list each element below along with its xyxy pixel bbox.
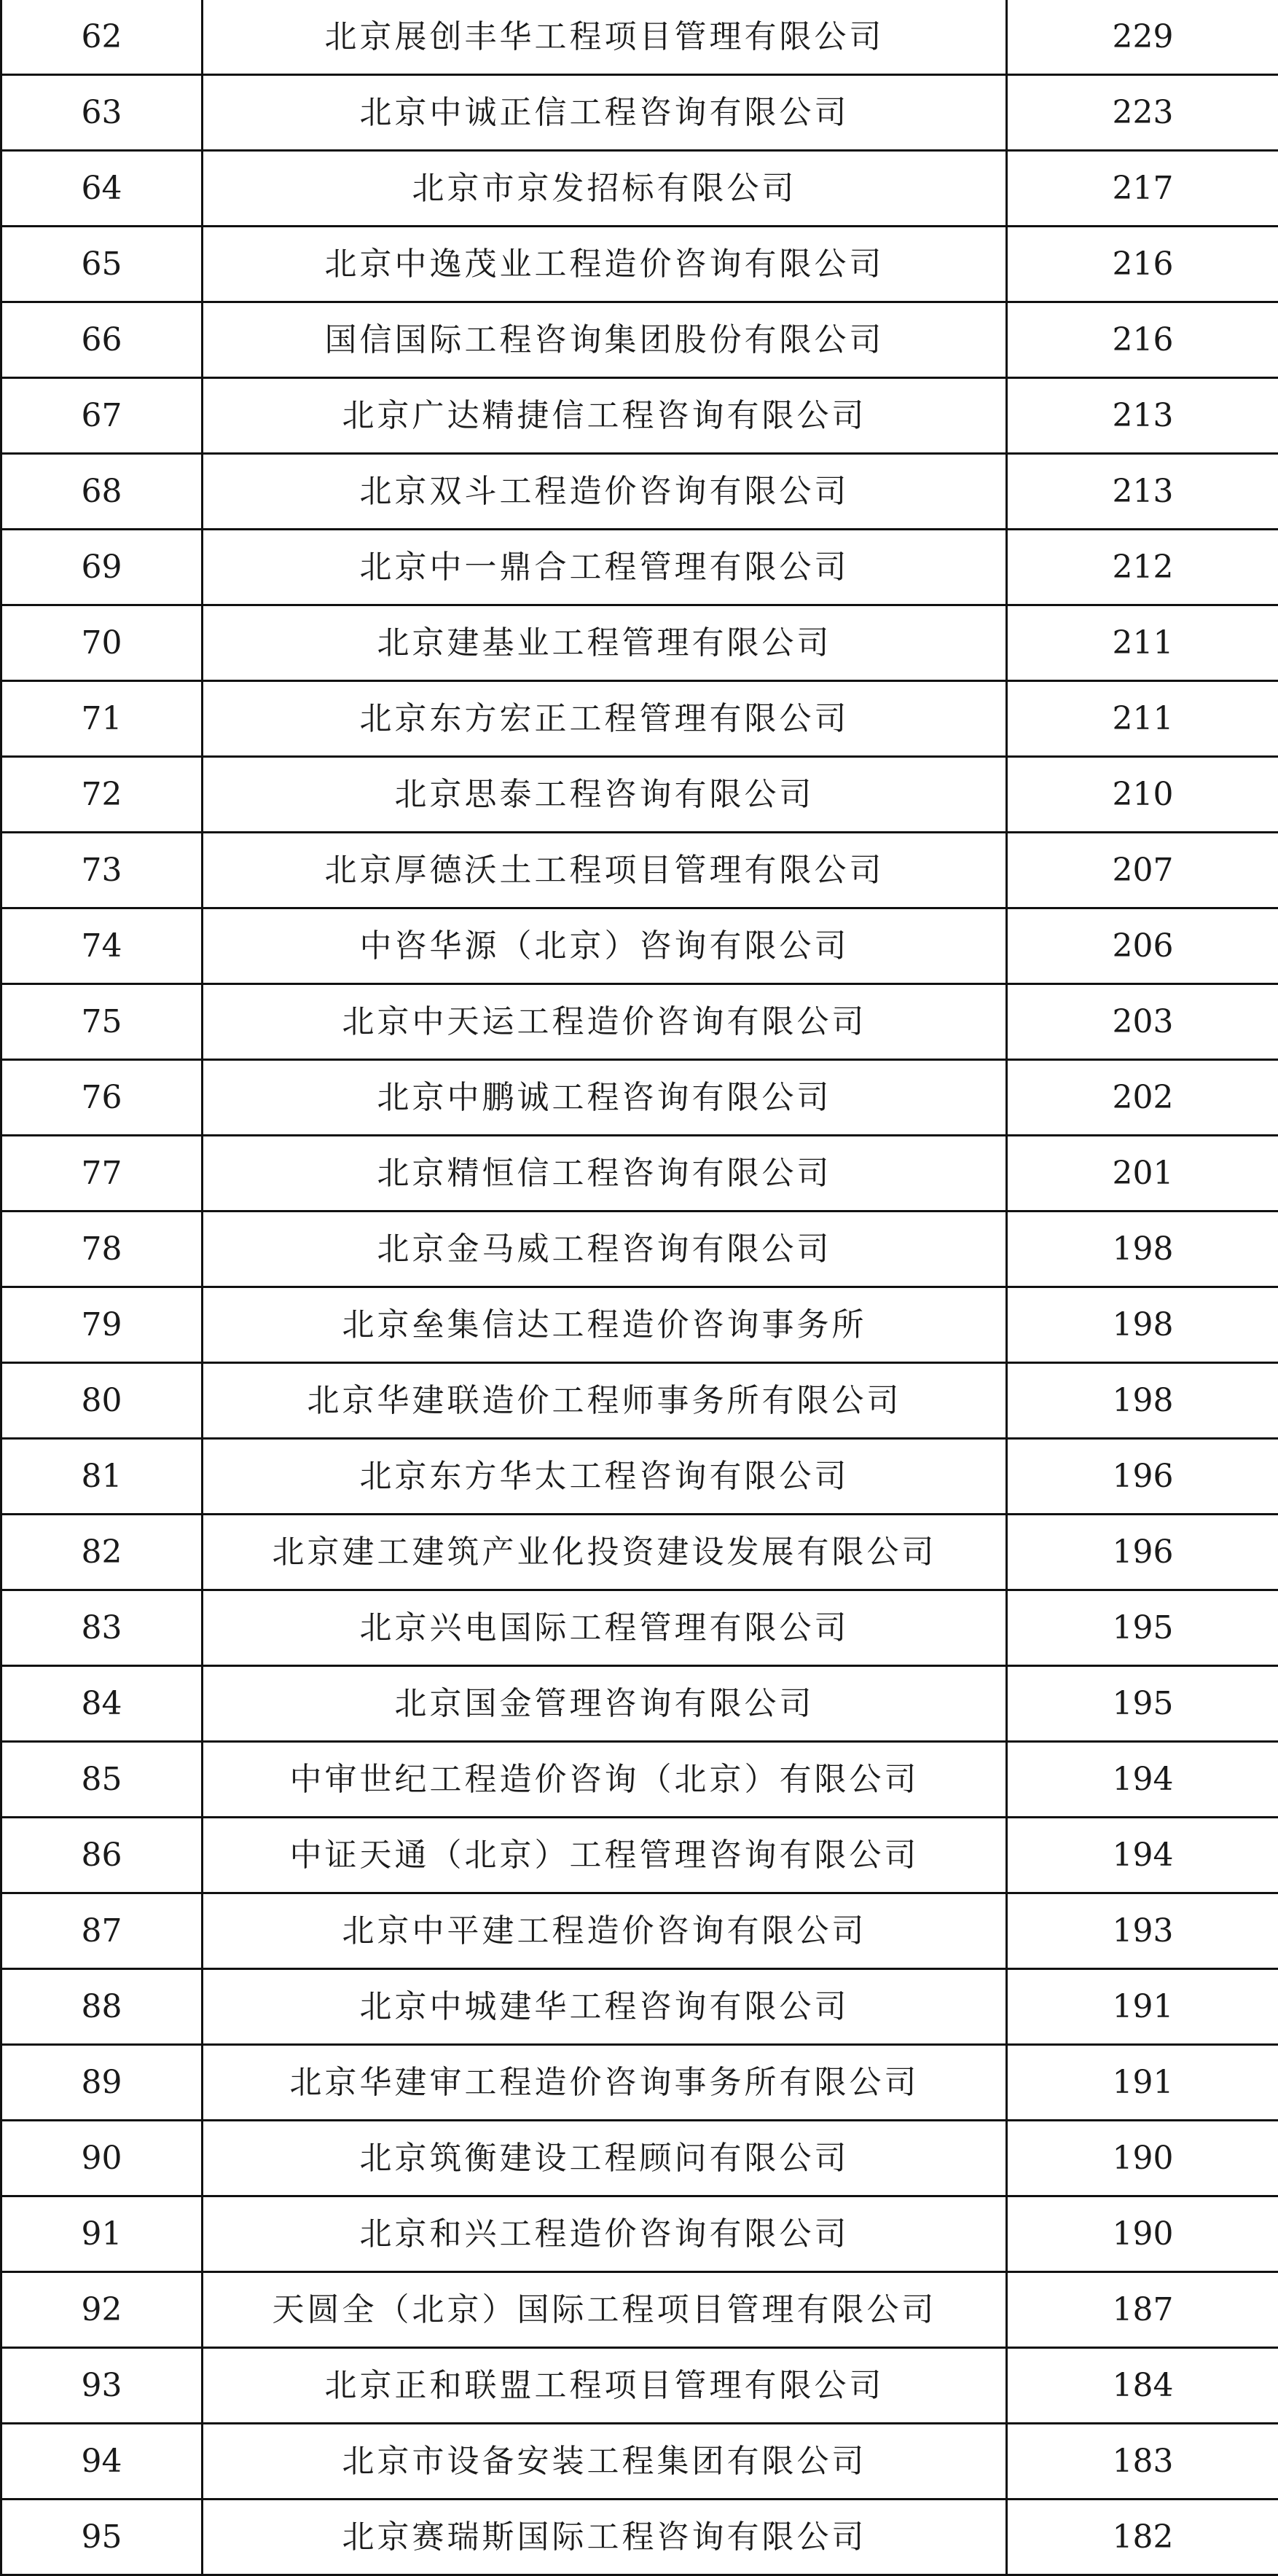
score-cell: 190 <box>1007 2121 1278 2196</box>
score-cell: 198 <box>1007 1212 1278 1287</box>
score-cell: 212 <box>1007 530 1278 605</box>
company-name-cell: 北京赛瑞斯国际工程咨询有限公司 <box>203 2500 1007 2575</box>
company-name-cell: 北京中天运工程造价咨询有限公司 <box>203 984 1007 1060</box>
rank-cell: 83 <box>1 1590 203 1666</box>
table-row <box>1 2500 1278 2575</box>
company-name-cell: 北京中城建华工程咨询有限公司 <box>203 1969 1007 2045</box>
rank-cell: 68 <box>1 454 203 530</box>
company-name-cell: 北京垒集信达工程造价咨询事务所 <box>203 1287 1007 1363</box>
score-cell: 194 <box>1007 1818 1278 1893</box>
score-cell: 223 <box>1007 75 1278 151</box>
score-cell: 182 <box>1007 2500 1278 2575</box>
table-row <box>1 1439 1278 1515</box>
rank-cell: 69 <box>1 530 203 605</box>
score-cell: 191 <box>1007 2045 1278 2121</box>
table-row <box>1 1666 1278 1742</box>
score-cell: 196 <box>1007 1439 1278 1515</box>
score-cell: 201 <box>1007 1136 1278 1212</box>
ranking-table-body <box>1 0 1278 2575</box>
rank-cell: 62 <box>1 0 203 75</box>
score-cell: 202 <box>1007 1060 1278 1136</box>
table-row <box>1 2121 1278 2196</box>
company-name-cell: 北京和兴工程造价咨询有限公司 <box>203 2196 1007 2272</box>
table-row <box>1 757 1278 833</box>
table-row <box>1 1060 1278 1136</box>
company-name-cell: 北京展创丰华工程项目管理有限公司 <box>203 0 1007 75</box>
table-row <box>1 2196 1278 2272</box>
company-name-cell: 北京思泰工程咨询有限公司 <box>203 757 1007 833</box>
company-name-cell: 北京厚德沃土工程项目管理有限公司 <box>203 833 1007 908</box>
table-row <box>1 0 1278 75</box>
table-row <box>1 2272 1278 2348</box>
score-cell: 191 <box>1007 1969 1278 2045</box>
score-cell: 229 <box>1007 0 1278 75</box>
score-cell: 203 <box>1007 984 1278 1060</box>
rank-cell: 88 <box>1 1969 203 2045</box>
table-row <box>1 1742 1278 1818</box>
company-name-cell: 北京建工建筑产业化投资建设发展有限公司 <box>203 1515 1007 1590</box>
company-name-cell: 北京筑衡建设工程顾问有限公司 <box>203 2121 1007 2196</box>
table-row <box>1 1893 1278 1969</box>
score-cell: 193 <box>1007 1893 1278 1969</box>
company-name-cell: 北京华建审工程造价咨询事务所有限公司 <box>203 2045 1007 2121</box>
company-name-cell: 北京中一鼎合工程管理有限公司 <box>203 530 1007 605</box>
rank-cell: 86 <box>1 1818 203 1893</box>
table-row <box>1 378 1278 454</box>
table-row <box>1 2348 1278 2424</box>
rank-cell: 78 <box>1 1212 203 1287</box>
table-row <box>1 530 1278 605</box>
score-cell: 184 <box>1007 2348 1278 2424</box>
company-name-cell: 北京中逸茂业工程造价咨询有限公司 <box>203 227 1007 302</box>
company-name-cell: 北京正和联盟工程项目管理有限公司 <box>203 2348 1007 2424</box>
company-name-cell: 中证天通（北京）工程管理咨询有限公司 <box>203 1818 1007 1893</box>
rank-cell: 73 <box>1 833 203 908</box>
company-name-cell: 中审世纪工程造价咨询（北京）有限公司 <box>203 1742 1007 1818</box>
table-row <box>1 2045 1278 2121</box>
table-row <box>1 1590 1278 1666</box>
rank-cell: 76 <box>1 1060 203 1136</box>
rank-cell: 74 <box>1 908 203 984</box>
score-cell: 195 <box>1007 1590 1278 1666</box>
company-name-cell: 北京金马威工程咨询有限公司 <box>203 1212 1007 1287</box>
table-row <box>1 151 1278 227</box>
rank-cell: 72 <box>1 757 203 833</box>
table-row <box>1 75 1278 151</box>
score-cell: 183 <box>1007 2424 1278 2500</box>
company-name-cell: 天圆全（北京）国际工程项目管理有限公司 <box>203 2272 1007 2348</box>
rank-cell: 87 <box>1 1893 203 1969</box>
score-cell: 194 <box>1007 1742 1278 1818</box>
score-cell: 207 <box>1007 833 1278 908</box>
table-row <box>1 1818 1278 1893</box>
table-row <box>1 681 1278 757</box>
company-name-cell: 北京建基业工程管理有限公司 <box>203 605 1007 681</box>
rank-cell: 75 <box>1 984 203 1060</box>
score-cell: 211 <box>1007 681 1278 757</box>
rank-cell: 64 <box>1 151 203 227</box>
company-name-cell: 北京中平建工程造价咨询有限公司 <box>203 1893 1007 1969</box>
table-row <box>1 1363 1278 1439</box>
score-cell: 216 <box>1007 227 1278 302</box>
rank-cell: 85 <box>1 1742 203 1818</box>
table-row <box>1 1969 1278 2045</box>
score-cell: 206 <box>1007 908 1278 984</box>
rank-cell: 65 <box>1 227 203 302</box>
company-name-cell: 北京东方华太工程咨询有限公司 <box>203 1439 1007 1515</box>
score-cell: 198 <box>1007 1363 1278 1439</box>
rank-cell: 82 <box>1 1515 203 1590</box>
company-name-cell: 北京市设备安装工程集团有限公司 <box>203 2424 1007 2500</box>
rank-cell: 92 <box>1 2272 203 2348</box>
rank-cell: 94 <box>1 2424 203 2500</box>
score-cell: 216 <box>1007 302 1278 378</box>
table-row <box>1 908 1278 984</box>
company-name-cell: 北京兴电国际工程管理有限公司 <box>203 1590 1007 1666</box>
score-cell: 198 <box>1007 1287 1278 1363</box>
rank-cell: 70 <box>1 605 203 681</box>
company-name-cell: 北京市京发招标有限公司 <box>203 151 1007 227</box>
table-row <box>1 984 1278 1060</box>
table-row <box>1 605 1278 681</box>
score-cell: 213 <box>1007 454 1278 530</box>
score-cell: 190 <box>1007 2196 1278 2272</box>
company-name-cell: 北京广达精捷信工程咨询有限公司 <box>203 378 1007 454</box>
rank-cell: 93 <box>1 2348 203 2424</box>
table-row <box>1 1136 1278 1212</box>
rank-cell: 79 <box>1 1287 203 1363</box>
score-cell: 196 <box>1007 1515 1278 1590</box>
score-cell: 210 <box>1007 757 1278 833</box>
table-row <box>1 833 1278 908</box>
score-cell: 187 <box>1007 2272 1278 2348</box>
rank-cell: 67 <box>1 378 203 454</box>
score-cell: 195 <box>1007 1666 1278 1742</box>
rank-cell: 91 <box>1 2196 203 2272</box>
rank-cell: 95 <box>1 2500 203 2575</box>
table-row <box>1 1287 1278 1363</box>
company-name-cell: 北京精恒信工程咨询有限公司 <box>203 1136 1007 1212</box>
rank-cell: 63 <box>1 75 203 151</box>
score-cell: 213 <box>1007 378 1278 454</box>
rank-cell: 77 <box>1 1136 203 1212</box>
table-row <box>1 227 1278 302</box>
company-name-cell: 北京双斗工程造价咨询有限公司 <box>203 454 1007 530</box>
company-name-cell: 北京东方宏正工程管理有限公司 <box>203 681 1007 757</box>
score-cell: 217 <box>1007 151 1278 227</box>
company-name-cell: 国信国际工程咨询集团股份有限公司 <box>203 302 1007 378</box>
rank-cell: 89 <box>1 2045 203 2121</box>
company-name-cell: 北京中诚正信工程咨询有限公司 <box>203 75 1007 151</box>
rank-cell: 84 <box>1 1666 203 1742</box>
table-row <box>1 454 1278 530</box>
table-row <box>1 1212 1278 1287</box>
rank-cell: 80 <box>1 1363 203 1439</box>
company-name-cell: 中咨华源（北京）咨询有限公司 <box>203 908 1007 984</box>
rank-cell: 71 <box>1 681 203 757</box>
rank-cell: 81 <box>1 1439 203 1515</box>
table-row <box>1 302 1278 378</box>
company-name-cell: 北京中鹏诚工程咨询有限公司 <box>203 1060 1007 1136</box>
score-cell: 211 <box>1007 605 1278 681</box>
company-name-cell: 北京国金管理咨询有限公司 <box>203 1666 1007 1742</box>
company-name-cell: 北京华建联造价工程师事务所有限公司 <box>203 1363 1007 1439</box>
table-row <box>1 2424 1278 2500</box>
table-row <box>1 1515 1278 1590</box>
rank-cell: 66 <box>1 302 203 378</box>
rank-cell: 90 <box>1 2121 203 2196</box>
